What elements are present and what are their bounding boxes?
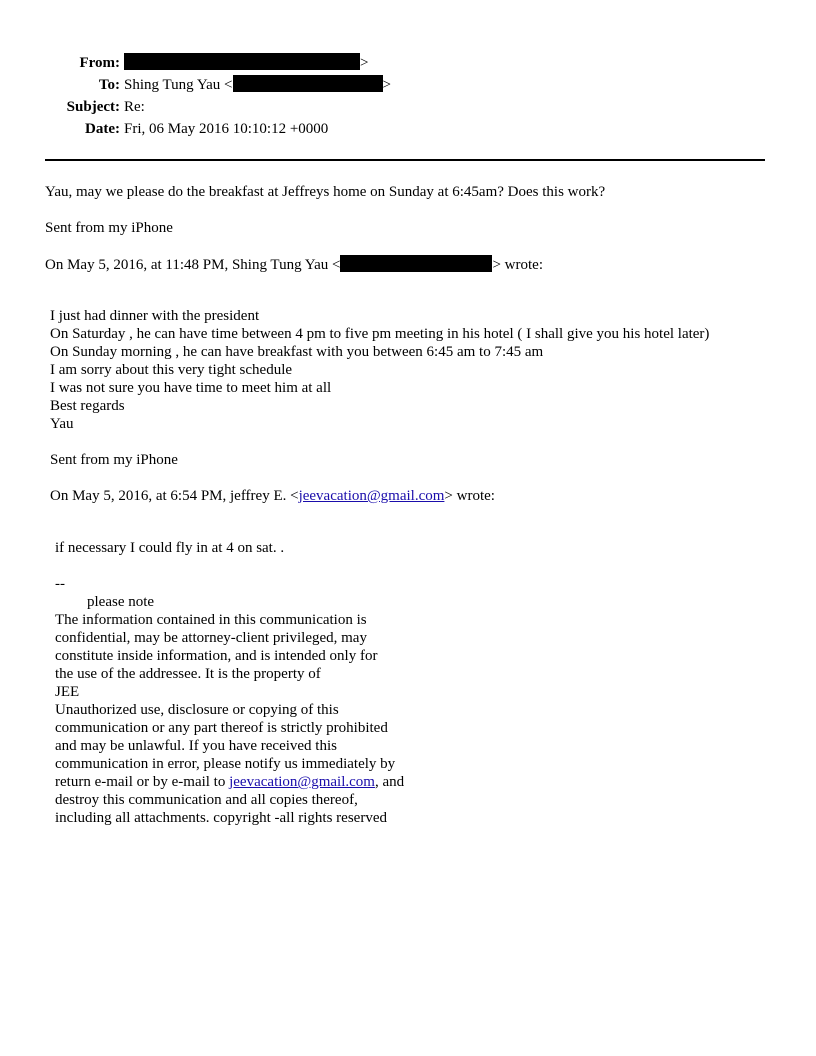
from-row [0, 52, 816, 74]
quote-1-line: Best regards [50, 398, 125, 414]
quote-2-suffix: > wrote: [444, 488, 495, 504]
header-divider [45, 159, 765, 161]
quote-2-attribution [50, 487, 495, 505]
redaction-bar [340, 255, 492, 272]
quote-1-line: I just had dinner with the president [50, 308, 260, 324]
to-label: To: [98, 77, 120, 93]
redaction-bar [233, 75, 383, 92]
quote-2-text: if necessary I could fly in at 4 on sat. . [55, 540, 285, 556]
from-suffix: > [360, 55, 369, 71]
signature-1: Sent from my iPhone [45, 220, 173, 236]
disclaimer [55, 611, 404, 827]
quote-1-line: I was not sure you have time to meet him at all [50, 380, 332, 396]
signature-2: Sent from my iPhone [50, 452, 178, 468]
disclaimer-line: the use of the addressee. It is the property of [55, 666, 321, 682]
quote-1-attribution [45, 255, 543, 274]
quote-1-prefix: On May 5, 2016, at 11:48 PM, Shing Tung Yau < [45, 257, 341, 273]
signature-dash: -- [55, 576, 65, 592]
disclaimer-email-line [55, 773, 404, 791]
email-header [0, 52, 816, 140]
disclaimer-email-link[interactable]: jeevacation@gmail.com [229, 774, 375, 790]
to-row [0, 74, 816, 96]
date-label: Date: [85, 121, 120, 137]
disclaimer-line: communication in error, please notify us immediately by [55, 756, 396, 772]
to-suffix: > [382, 77, 391, 93]
quote-1-body [50, 307, 709, 433]
reply-line: Yau, may we please do the breakfast at Jeffreys home on Sunday at 6:45am? Does this work? [45, 184, 606, 200]
quote-1-suffix: > wrote: [492, 257, 543, 273]
date-row [0, 118, 816, 140]
disclaimer-line: and may be unlawful. If you have received this [55, 738, 337, 754]
quote-1-line: On Sunday morning , he can have breakfast with you between 6:45 am to 7:45 am [50, 344, 544, 360]
disclaimer-line: communication or any part thereof is strictly prohibited [55, 720, 388, 736]
quote-1-line: Yau [50, 416, 74, 432]
from-value [124, 52, 368, 74]
disclaimer-line: destroy this communication and all copies thereof, [55, 792, 358, 808]
to-name: Shing Tung Yau < [124, 77, 233, 93]
to-value [124, 74, 391, 96]
quote-1-line: On Saturday , he can have time between 4 pm to five pm meeting in his hotel ( I shall give you his hotel later) [50, 326, 710, 342]
please-note: please note [87, 594, 155, 610]
disclaimer-line: Unauthorized use, disclosure or copying of this [55, 702, 339, 718]
redaction-bar [124, 53, 360, 70]
subject-row [0, 96, 816, 118]
subject-value: Re: [124, 99, 145, 115]
from-label: From: [79, 55, 120, 71]
disclaimer-line: including all attachments. copyright -all rights reserved [55, 810, 387, 826]
quote-2-prefix: On May 5, 2016, at 6:54 PM, jeffrey E. < [50, 488, 299, 504]
quote-2-email-link[interactable]: jeevacation@gmail.com [298, 488, 445, 504]
disclaimer-line: constitute inside information, and is intended only for [55, 648, 378, 664]
quote-1-line: I am sorry about this very tight schedule [50, 362, 293, 378]
subject-label: Subject: [66, 99, 120, 115]
disclaimer-line: JEE [55, 684, 80, 700]
disclaimer-line: confidential, may be attorney-client privileged, may [55, 630, 367, 646]
disclaimer-line: The information contained in this communication is [55, 612, 367, 628]
disclaimer-email-prefix: return e-mail or by e-mail to [55, 774, 230, 790]
disclaimer-email-suffix: , and [374, 774, 405, 790]
date-value: Fri, 06 May 2016 10:10:12 +0000 [124, 121, 329, 137]
